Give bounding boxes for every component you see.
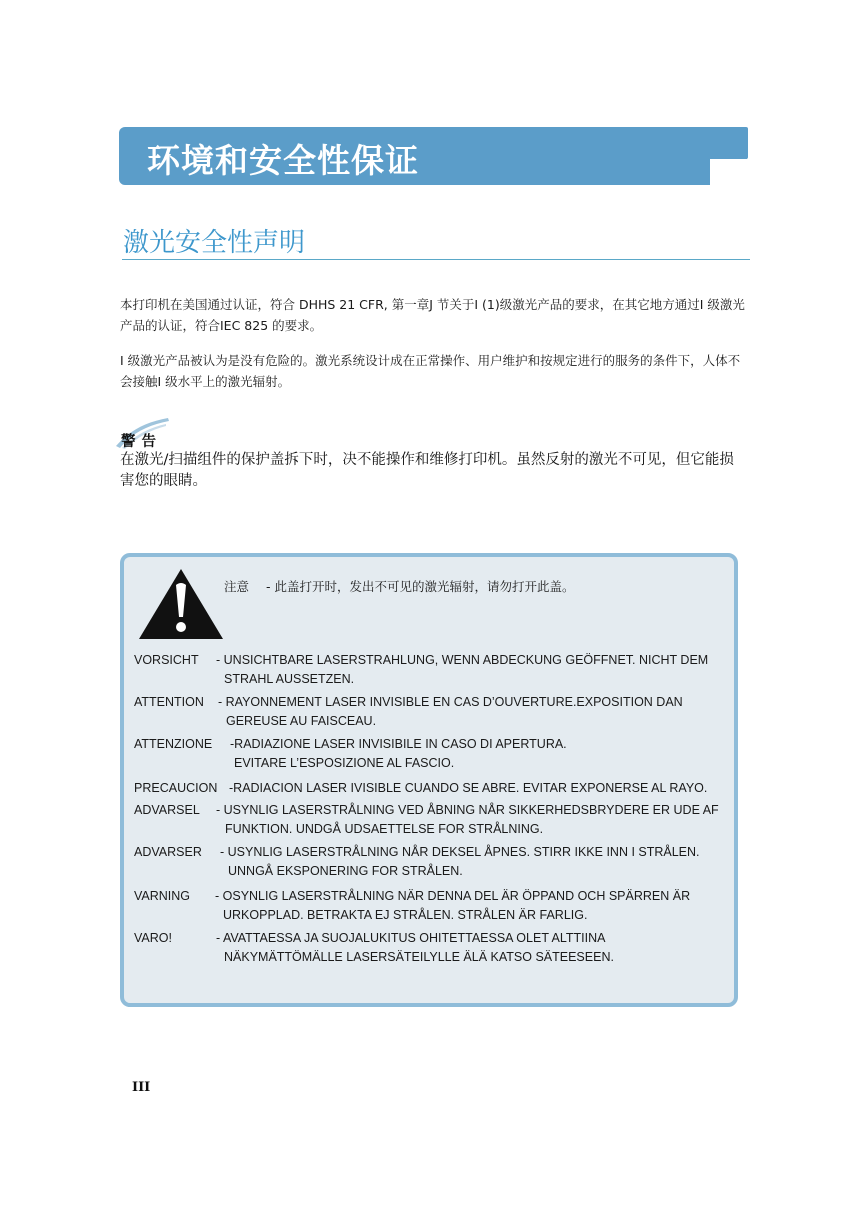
caution-text-line: GEREUSE AU FAISCEAU.: [226, 714, 377, 728]
caution-language-label: ATTENTION: [134, 695, 204, 709]
caution-language-label: VORSICHT: [134, 653, 199, 667]
caution-chinese: [224, 577, 575, 595]
caution-text-line: -RADIACION LASER IVISIBLE CUANDO SE ABRE. EVITAR EXPONERSE AL RAYO.: [229, 781, 708, 795]
caution-text-line: - USYNLIG LASERSTRÅLNING NÅR DEKSEL ÅPNES. STIRR IKKE INN I STRÅLEN.: [220, 845, 700, 859]
caution-text-line: - RAYONNEMENT LASER INVISIBLE EN CAS D’OUVERTURE.EXPOSITION DAN: [218, 695, 683, 709]
caution-language-label: VARNING: [134, 889, 191, 903]
caution-text-line: STRAHL AUSSETZEN.: [224, 672, 355, 686]
caution-text-line: NÄKYMÄTTÖMÄLLE LASERSÄTEILYLLE ÄLÄ KATSO SÄTEESEEN.: [224, 950, 614, 964]
warning-heading: 警告: [121, 434, 162, 450]
banner-notch: [710, 159, 750, 189]
page-number: III: [132, 1080, 151, 1095]
laser-caution-box: [120, 553, 738, 1007]
caution-language-label: VARO!: [134, 931, 172, 945]
section-title: 激光安全性声明: [123, 228, 306, 258]
caution-text-line: - AVATTAESSA JA SUOJALUKITUS OHITETTAESSA OLET ALTTIINA: [216, 931, 606, 945]
section-divider: [122, 259, 750, 260]
caution-chinese-text: - 此盖打开时，发出不可见的激光辐射，请勿打开此盖。: [266, 579, 575, 594]
caution-language-label: ADVARSER: [134, 845, 202, 859]
caution-text-line: URKOPPLAD. BETRAKTA EJ STRÅLEN. STRÅLEN ÄR FARLIG.: [223, 908, 588, 922]
warning-text: 在激光/扫描组件的保护盖拆下时，决不能操作和维修打印机。虽然反射的激光不可见，但它能损害您的眼睛。: [120, 452, 734, 489]
caution-language-label: PRECAUCION: [134, 781, 218, 795]
caution-text-line: - UNSICHTBARE LASERSTRAHLUNG, WENN ABDECKUNG GEÖFFNET. NICHT DEM: [216, 653, 709, 667]
caution-text-line: - OSYNLIG LASERSTRÅLNING NÄR DENNA DEL ÄR ÖPPAND OCH SPÄRREN ÄR: [215, 889, 691, 903]
caution-text-line: - USYNLIG LASERSTRÅLNING VED ÅBNING NÅR SIKKERHEDSBRYDERE ER UDE AF: [216, 803, 719, 817]
safety-paragraph: I 级激光产品被认为是没有危险的。激光系统设计成在正常操作、用户维护和按规定进行的服务的条件下，人体不会接触I 级水平上的激光辐射。: [120, 353, 741, 389]
caution-language-label: ADVARSEL: [134, 803, 200, 817]
caution-text-line: -RADIAZIONE LASER INVISIBILE IN CASO DI APERTURA.: [230, 737, 567, 751]
caution-text-line: UNNGÅ EKSPONERING FOR STRÅLEN.: [228, 864, 463, 878]
certification-paragraph: 本打印机在美国通过认证，符合 DHHS 21 CFR, 第一章J 节关于I (1)级激光产品的要求，在其它地方通过I 级激光产品的认证，符合IEC 825 的要求。: [120, 297, 745, 333]
page-title: 环境和安全性保证: [147, 141, 419, 180]
caution-text-line: EVITARE L’ESPOSIZIONE AL FASCIO.: [234, 756, 455, 770]
caution-text-line: FUNKTION. UNDGÅ UDSAETTELSE FOR STRÅLNING.: [225, 822, 544, 836]
caution-chinese-label: 注意: [224, 579, 250, 594]
warning-triangle-icon: [136, 565, 226, 641]
caution-language-label: ATTENZIONE: [134, 737, 213, 751]
